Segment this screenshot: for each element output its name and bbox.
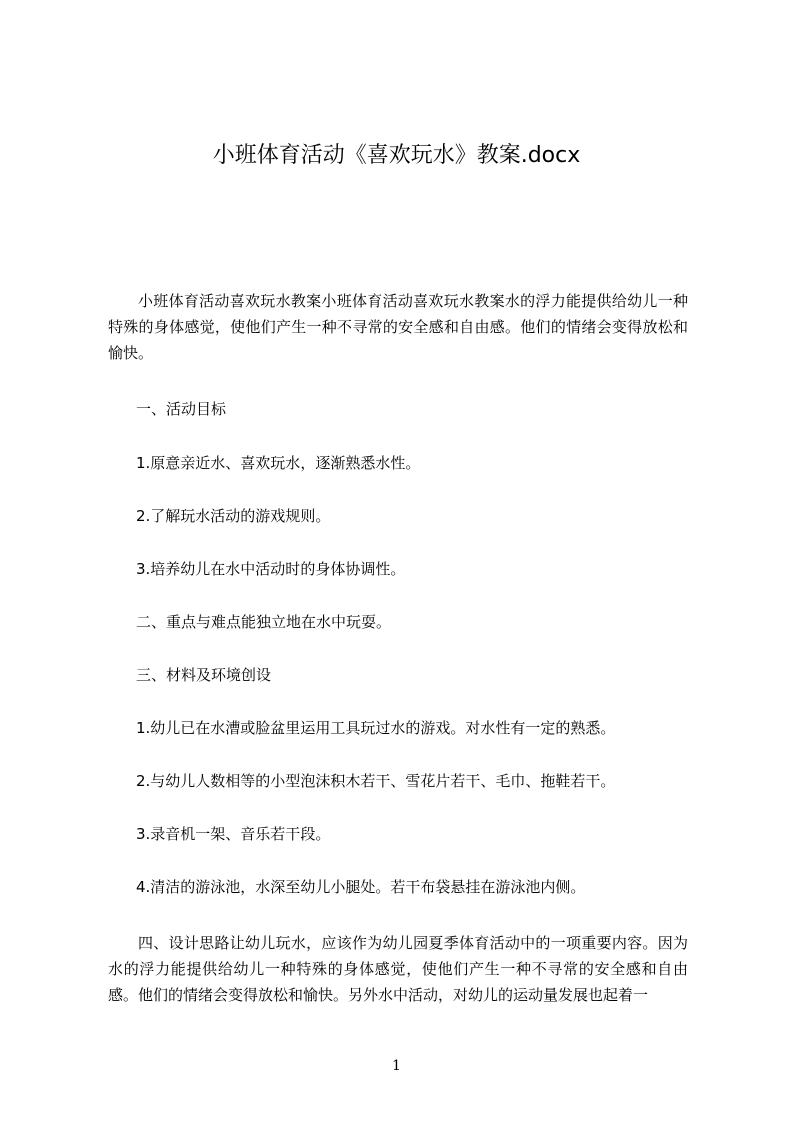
section-heading-materials: 三、材料及环境创设 xyxy=(136,666,272,684)
intro-paragraph: 小班体育活动喜欢玩水教案小班体育活动喜欢玩水教案水的浮力能提供给幼儿一种特殊的身体感觉，使他们产生一种不寻常的安全感和自由感。他们的情绪会变得放松和愉快。 xyxy=(108,292,688,362)
design-rationale-paragraph: 四、设计思路让幼儿玩水，应该作为幼儿园夏季体育活动中的一项重要内容。因为水的浮力能提供给幼儿一种特殊的身体感觉，使他们产生一种不寻常的安全感和自由感。他们的情绪会变得放松和愉快。另外水中活动，对幼儿的运动量发展也起着一 xyxy=(108,934,688,1004)
document-title: 小班体育活动《喜欢玩水》教案.docx xyxy=(212,143,581,168)
section-heading-key-points: 二、重点与难点能独立地在水中玩耍。 xyxy=(136,613,392,631)
objective-item-2: 2.了解玩水活动的游戏规则。 xyxy=(136,507,331,525)
section-heading-objectives: 一、活动目标 xyxy=(136,400,227,418)
material-item-1: 1.幼儿已在水漕或脸盆里运用工具玩过水的游戏。对水性有一定的熟悉。 xyxy=(136,719,616,737)
objective-item-3: 3.培养幼儿在水中活动时的身体协调性。 xyxy=(136,560,406,578)
material-item-3: 3.录音机一架、音乐若干段。 xyxy=(136,825,331,843)
material-item-2: 2.与幼儿人数相等的小型泡沫积木若干、雪花片若干、毛巾、拖鞋若干。 xyxy=(136,772,616,790)
objective-item-1: 1.原意亲近水、喜欢玩水，逐渐熟悉水性。 xyxy=(136,454,421,472)
page-number: 1 xyxy=(392,1058,401,1074)
material-item-4: 4.清洁的游泳池，水深至幼儿小腿处。若干布袋悬挂在游泳池内侧。 xyxy=(136,878,586,896)
